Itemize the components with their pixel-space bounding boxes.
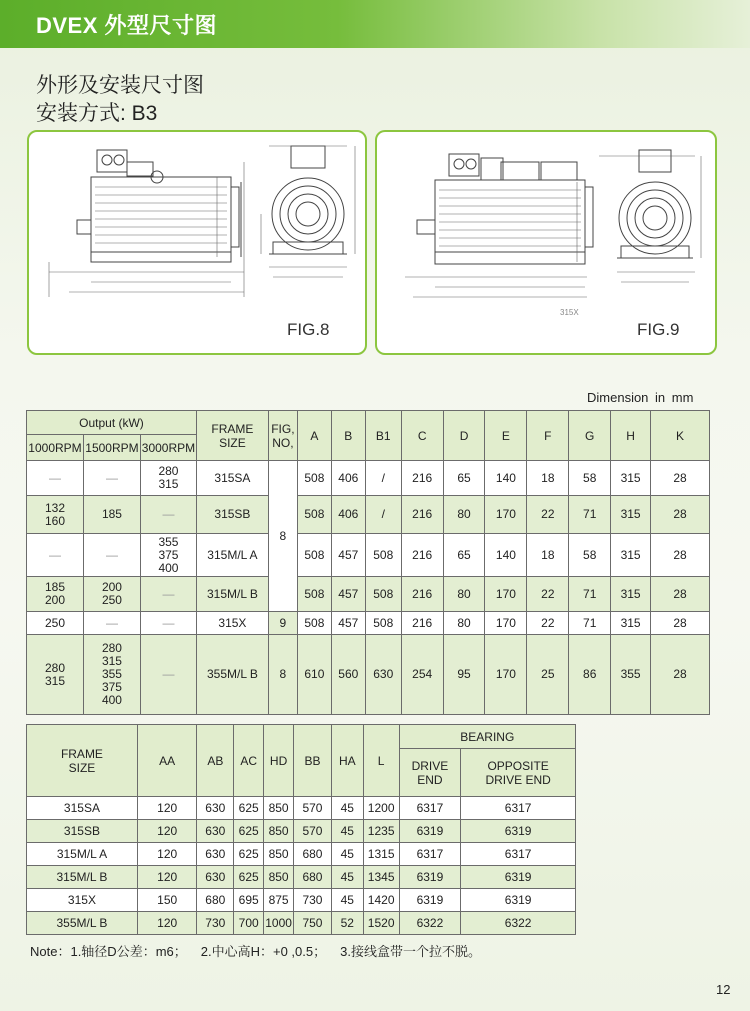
cell-value: 680 <box>294 843 332 866</box>
drive-end-header: DRIVE END <box>399 749 461 797</box>
rpm-3000-header: 3000RPM <box>140 435 196 461</box>
cell-frame-size: 355M/L B <box>196 635 268 715</box>
cell-value: 216 <box>401 496 443 534</box>
table-row <box>27 461 710 496</box>
table-row <box>27 843 576 866</box>
cell-value: 216 <box>401 461 443 496</box>
table-row <box>27 496 710 534</box>
cell-value: 22 <box>527 496 569 534</box>
col-header-k: K <box>651 411 710 461</box>
cell-value: 625 <box>234 820 264 843</box>
col-header-c: C <box>401 411 443 461</box>
col-header-hd: HD <box>264 725 294 797</box>
cell-value: 216 <box>401 577 443 612</box>
cell-value: 28 <box>651 612 710 635</box>
cell-value: 850 <box>264 843 294 866</box>
cell-value: 120 <box>137 866 197 889</box>
cell-3000rpm: — <box>140 577 196 612</box>
cell-value: 315 <box>611 577 651 612</box>
mounting-type-heading: 安装方式: B3 <box>36 102 158 125</box>
table-row <box>27 889 576 912</box>
cell-value: 140 <box>485 534 527 577</box>
bearing-table-body <box>27 797 576 935</box>
cell-value: 730 <box>197 912 234 935</box>
cell-value: 6322 <box>461 912 576 935</box>
cell-3000rpm: — <box>140 612 196 635</box>
cell-value: 630 <box>197 797 234 820</box>
cell-value: 18 <box>527 461 569 496</box>
page-header-title: DVEX 外型尺寸图 <box>36 13 218 38</box>
cell-value: 65 <box>443 461 485 496</box>
cell-value: 95 <box>443 635 485 715</box>
cell-1000rpm: 250 <box>27 612 84 635</box>
cell-frame-size: 315SB <box>27 820 138 843</box>
cell-value: 850 <box>264 866 294 889</box>
frame-size-header-2: FRAME SIZE <box>27 725 138 797</box>
cell-frame-size: 315X <box>27 889 138 912</box>
cell-value: 6319 <box>399 889 461 912</box>
frame-size-header: FRAME SIZE <box>196 411 268 461</box>
cell-value: / <box>365 496 401 534</box>
cell-value: 140 <box>485 461 527 496</box>
table-row <box>27 866 576 889</box>
figure-8-card <box>27 130 367 355</box>
cell-value: 625 <box>234 843 264 866</box>
cell-1500rpm: — <box>83 534 140 577</box>
cell-value: 28 <box>651 534 710 577</box>
cell-value: 80 <box>443 577 485 612</box>
col-header-h: H <box>611 411 651 461</box>
opposite-drive-end-header: OPPOSITE DRIVE END <box>461 749 576 797</box>
cell-value: 315 <box>611 612 651 635</box>
col-header-e: E <box>485 411 527 461</box>
cell-1000rpm: 185 200 <box>27 577 84 612</box>
table-row <box>27 912 576 935</box>
cell-value: 850 <box>264 797 294 820</box>
cell-1500rpm: — <box>83 612 140 635</box>
cell-value: 71 <box>569 612 611 635</box>
cell-frame-size: 315X <box>196 612 268 635</box>
col-header-f: F <box>527 411 569 461</box>
cell-value: 170 <box>485 635 527 715</box>
cell-value: 875 <box>264 889 294 912</box>
col-header-g: G <box>569 411 611 461</box>
fig-no-header: FIG, NO, <box>268 411 297 461</box>
cell-value: 457 <box>331 534 365 577</box>
cell-value: 22 <box>527 577 569 612</box>
cell-value: 6322 <box>399 912 461 935</box>
cell-frame-size: 315M/L B <box>27 866 138 889</box>
cell-value: 1420 <box>363 889 399 912</box>
cell-value: 1520 <box>363 912 399 935</box>
page-number: 12 <box>716 982 731 997</box>
cell-value: 120 <box>137 820 197 843</box>
cell-value: 80 <box>443 496 485 534</box>
table-row <box>27 612 710 635</box>
cell-value: 18 <box>527 534 569 577</box>
cell-3000rpm: 355 375 400 <box>140 534 196 577</box>
cell-value: 45 <box>331 866 363 889</box>
cell-value: 315 <box>611 496 651 534</box>
cell-value: 52 <box>331 912 363 935</box>
cell-value: 6319 <box>399 820 461 843</box>
cell-value: 22 <box>527 612 569 635</box>
cell-value: 45 <box>331 889 363 912</box>
cell-1500rpm: — <box>83 461 140 496</box>
cell-1000rpm: — <box>27 461 84 496</box>
cell-value: 610 <box>297 635 331 715</box>
cell-value: 58 <box>569 461 611 496</box>
cell-1500rpm: 200 250 <box>83 577 140 612</box>
cell-value: 28 <box>651 461 710 496</box>
cell-frame-size: 315M/L A <box>196 534 268 577</box>
table-row <box>27 820 576 843</box>
dimension-unit-note: Dimension in mm <box>587 390 694 405</box>
col-header-ab: AB <box>197 725 234 797</box>
cell-value: 508 <box>365 534 401 577</box>
cell-value: 71 <box>569 496 611 534</box>
cell-frame-size: 315SA <box>196 461 268 496</box>
cell-value: 508 <box>297 577 331 612</box>
cell-value: 6319 <box>399 866 461 889</box>
cell-frame-size: 315M/L A <box>27 843 138 866</box>
footnote <box>30 941 495 960</box>
cell-value: / <box>365 461 401 496</box>
cell-value: 120 <box>137 797 197 820</box>
table-row <box>27 534 710 577</box>
cell-value: 120 <box>137 843 197 866</box>
dimension-table-body <box>27 461 710 715</box>
cell-value: 1200 <box>363 797 399 820</box>
col-header-bb: BB <box>294 725 332 797</box>
figure-9-sublabel: 315X <box>560 308 579 317</box>
cell-value: 315 <box>611 461 651 496</box>
cell-1000rpm: — <box>27 534 84 577</box>
table-row <box>27 797 576 820</box>
cell-value: 45 <box>331 797 363 820</box>
cell-value: 170 <box>485 577 527 612</box>
cell-frame-size: 315SB <box>196 496 268 534</box>
col-header-l: L <box>363 725 399 797</box>
cell-value: 406 <box>331 461 365 496</box>
cell-value: 730 <box>294 889 332 912</box>
cell-1000rpm: 280 315 <box>27 635 84 715</box>
cell-value: 150 <box>137 889 197 912</box>
cell-value: 6319 <box>461 820 576 843</box>
cell-value: 457 <box>331 612 365 635</box>
cell-value: 1000 <box>264 912 294 935</box>
cell-value: 700 <box>234 912 264 935</box>
col-header-b1: B1 <box>365 411 401 461</box>
cell-1500rpm: 185 <box>83 496 140 534</box>
cell-value: 1345 <box>363 866 399 889</box>
cell-value: 120 <box>137 912 197 935</box>
note-prefix: Note： <box>30 944 71 959</box>
table-row <box>27 577 710 612</box>
cell-value: 355 <box>611 635 651 715</box>
note-item-1: 1.轴径D公差：m6； <box>70 944 187 959</box>
cell-value: 315 <box>611 534 651 577</box>
cell-value: 560 <box>331 635 365 715</box>
cell-value: 6317 <box>461 797 576 820</box>
cell-value: 58 <box>569 534 611 577</box>
cell-value: 508 <box>297 496 331 534</box>
cell-value: 170 <box>485 496 527 534</box>
figure-9-label: FIG.9 <box>637 320 680 339</box>
rpm-1000-header: 1000RPM <box>27 435 84 461</box>
col-header-d: D <box>443 411 485 461</box>
cell-value: 6317 <box>399 797 461 820</box>
cell-value: 6319 <box>461 889 576 912</box>
cell-value: 508 <box>297 612 331 635</box>
cell-3000rpm: — <box>140 496 196 534</box>
cell-value: 6319 <box>461 866 576 889</box>
cell-value: 508 <box>297 534 331 577</box>
cell-1500rpm: 280 315 355 375 400 <box>83 635 140 715</box>
col-header-aa: AA <box>137 725 197 797</box>
cell-value: 680 <box>197 889 234 912</box>
cell-value: 1235 <box>363 820 399 843</box>
cell-value: 28 <box>651 635 710 715</box>
cell-value: 570 <box>294 820 332 843</box>
cell-value: 630 <box>197 866 234 889</box>
cell-frame-size: 355M/L B <box>27 912 138 935</box>
cell-value: 630 <box>197 843 234 866</box>
cell-fig-no: 8 <box>268 461 297 612</box>
cell-value: 695 <box>234 889 264 912</box>
dimension-table-secondary <box>26 724 576 935</box>
cell-frame-size: 315SA <box>27 797 138 820</box>
cell-value: 850 <box>264 820 294 843</box>
cell-value: 570 <box>294 797 332 820</box>
cell-1000rpm: 132 160 <box>27 496 84 534</box>
bearing-header: BEARING <box>399 725 575 749</box>
cell-value: 6317 <box>461 843 576 866</box>
cell-value: 630 <box>197 820 234 843</box>
cell-value: 508 <box>365 612 401 635</box>
cell-value: 25 <box>527 635 569 715</box>
cell-value: 680 <box>294 866 332 889</box>
cell-value: 28 <box>651 496 710 534</box>
cell-3000rpm: — <box>140 635 196 715</box>
cell-value: 45 <box>331 820 363 843</box>
cell-value: 28 <box>651 577 710 612</box>
cell-value: 65 <box>443 534 485 577</box>
dimension-table-main <box>26 410 710 715</box>
cell-value: 216 <box>401 612 443 635</box>
cell-value: 508 <box>365 577 401 612</box>
cell-value: 1315 <box>363 843 399 866</box>
note-item-3: 3.接线盒带一个拉不脱。 <box>340 944 481 959</box>
col-header-b: B <box>331 411 365 461</box>
col-header-ac: AC <box>234 725 264 797</box>
cell-value: 625 <box>234 866 264 889</box>
cell-3000rpm: 280 315 <box>140 461 196 496</box>
col-header-ha: HA <box>331 725 363 797</box>
cell-value: 406 <box>331 496 365 534</box>
figure-9-card <box>375 130 717 355</box>
cell-value: 625 <box>234 797 264 820</box>
section-heading: 外形及安装尺寸图 <box>36 74 204 97</box>
cell-value: 71 <box>569 577 611 612</box>
cell-frame-size: 315M/L B <box>196 577 268 612</box>
cell-value: 80 <box>443 612 485 635</box>
cell-value: 86 <box>569 635 611 715</box>
cell-value: 45 <box>331 843 363 866</box>
table-row <box>27 635 710 715</box>
output-header: Output (kW) <box>27 411 197 435</box>
cell-value: 508 <box>297 461 331 496</box>
cell-value: 6317 <box>399 843 461 866</box>
figure-8-label: FIG.8 <box>287 320 330 339</box>
cell-value: 750 <box>294 912 332 935</box>
col-header-a: A <box>297 411 331 461</box>
cell-fig-no: 9 <box>268 612 297 635</box>
cell-value: 254 <box>401 635 443 715</box>
cell-value: 630 <box>365 635 401 715</box>
cell-value: 457 <box>331 577 365 612</box>
cell-value: 216 <box>401 534 443 577</box>
note-item-2: 2.中心高H：+0 ,0.5； <box>200 944 327 959</box>
cell-value: 170 <box>485 612 527 635</box>
rpm-1500-header: 1500RPM <box>83 435 140 461</box>
cell-fig-no: 8 <box>268 635 297 715</box>
